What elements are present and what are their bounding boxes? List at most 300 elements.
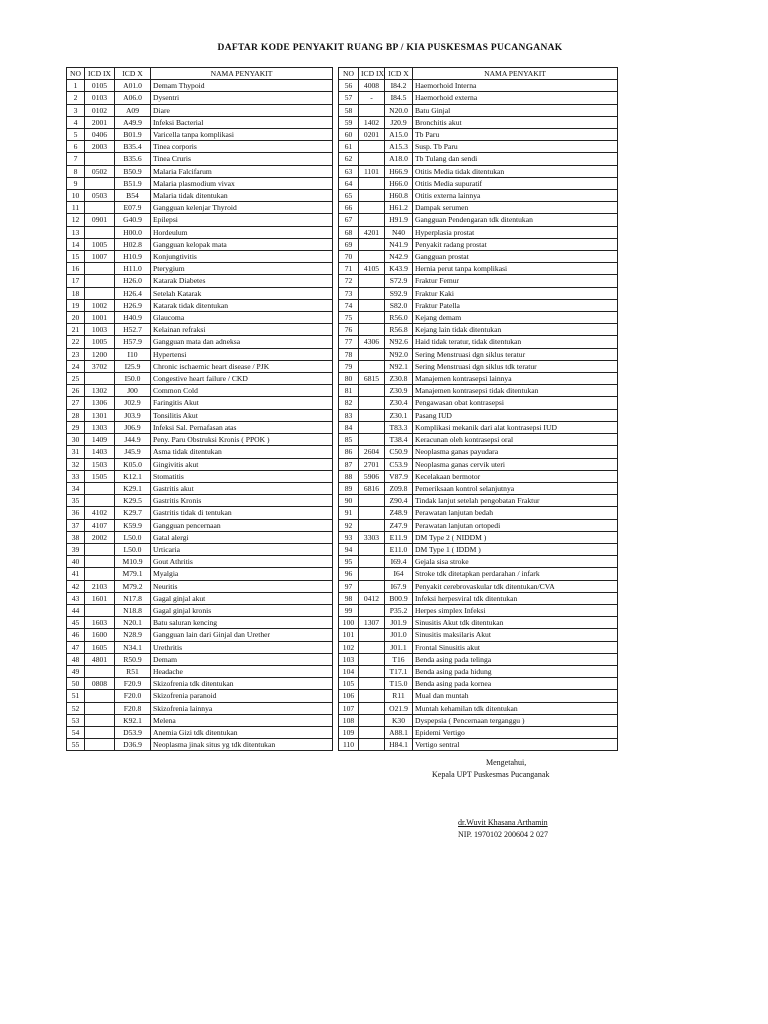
cell-nama-penyakit: Gangguan kelenjar Thyroid <box>151 202 333 214</box>
table-row <box>67 678 333 690</box>
cell-no: 18 <box>67 287 85 299</box>
cell-nama-penyakit: Setelah Katarak <box>151 287 333 299</box>
cell-icd-x: I84.5 <box>385 92 413 104</box>
cell-icd-ix: 1002 <box>85 299 115 311</box>
cell-icd-x: N92.1 <box>385 360 413 372</box>
cell-nama-penyakit: Frontal Sinusitis akut <box>413 641 618 653</box>
cell-icd-ix <box>85 714 115 726</box>
cell-icd-ix: 0502 <box>85 165 115 177</box>
cell-no: 45 <box>67 617 85 629</box>
cell-icd-ix <box>359 299 385 311</box>
cell-icd-ix <box>359 238 385 250</box>
cell-icd-ix: 1007 <box>85 251 115 263</box>
table-row <box>339 409 618 421</box>
table-row <box>339 360 618 372</box>
cell-icd-ix <box>359 641 385 653</box>
table-row <box>67 458 333 470</box>
cell-icd-ix <box>359 324 385 336</box>
cell-icd-x: A15.3 <box>385 141 413 153</box>
cell-nama-penyakit: Gingivitis akut <box>151 458 333 470</box>
cell-icd-ix <box>359 702 385 714</box>
cell-icd-ix <box>85 153 115 165</box>
cell-icd-x: T16 <box>385 653 413 665</box>
table-row <box>339 190 618 202</box>
cell-icd-x: I10 <box>115 348 151 360</box>
table-row <box>67 592 333 604</box>
cell-icd-x: F20.0 <box>115 690 151 702</box>
cell-no: 44 <box>67 604 85 616</box>
cell-no: 6 <box>67 141 85 153</box>
table-row <box>339 629 618 641</box>
cell-icd-x: K29.7 <box>115 507 151 519</box>
cell-nama-penyakit: Haemorhoid Interna <box>413 80 618 92</box>
disease-code-table-left <box>66 67 333 751</box>
cell-nama-penyakit: Gangguan Pendengaran tdk ditentukan <box>413 214 618 226</box>
cell-nama-penyakit: Haid tidak teratur, tidak ditentukan <box>413 336 618 348</box>
cell-icd-ix <box>359 543 385 555</box>
table-row <box>67 385 333 397</box>
table-row <box>339 592 618 604</box>
table-row <box>339 507 618 519</box>
cell-no: 11 <box>67 202 85 214</box>
header-no: NO <box>67 68 85 80</box>
cell-nama-penyakit: Katarak tidak ditentukan <box>151 299 333 311</box>
cell-icd-ix <box>85 604 115 616</box>
cell-nama-penyakit: Congestive heart failure / CKD <box>151 373 333 385</box>
cell-icd-ix: 3702 <box>85 360 115 372</box>
cell-icd-x: T83.3 <box>385 421 413 433</box>
cell-icd-ix: 0201 <box>359 129 385 141</box>
cell-no: 78 <box>339 348 359 360</box>
cell-icd-x: Z30.8 <box>385 373 413 385</box>
table-row <box>339 604 618 616</box>
cell-nama-penyakit: Gout Athritis <box>151 556 333 568</box>
cell-icd-x: N42.9 <box>385 251 413 263</box>
table-header-row <box>67 68 333 80</box>
cell-nama-penyakit: Hyperplasia prostat <box>413 226 618 238</box>
cell-icd-ix <box>359 348 385 360</box>
cell-icd-x: E11.9 <box>385 531 413 543</box>
cell-icd-ix <box>85 568 115 580</box>
cell-icd-x: M79.2 <box>115 580 151 592</box>
cell-no: 57 <box>339 92 359 104</box>
cell-nama-penyakit: Pterygium <box>151 263 333 275</box>
cell-no: 91 <box>339 507 359 519</box>
cell-icd-x: S92.9 <box>385 287 413 299</box>
cell-no: 9 <box>67 177 85 189</box>
cell-nama-penyakit: Tonsilitis Akut <box>151 409 333 421</box>
cell-icd-x: D53.9 <box>115 726 151 738</box>
table-row <box>67 92 333 104</box>
cell-icd-x: E07.9 <box>115 202 151 214</box>
table-row <box>339 238 618 250</box>
cell-icd-ix <box>359 714 385 726</box>
table-row <box>67 214 333 226</box>
cell-no: 32 <box>67 458 85 470</box>
cell-icd-ix <box>359 495 385 507</box>
cell-no: 48 <box>67 653 85 665</box>
cell-no: 69 <box>339 238 359 250</box>
table-row <box>339 275 618 287</box>
cell-icd-x: J02.9 <box>115 397 151 409</box>
table-row <box>339 519 618 531</box>
cell-no: 40 <box>67 556 85 568</box>
cell-no: 56 <box>339 80 359 92</box>
cell-icd-ix <box>359 251 385 263</box>
cell-icd-ix <box>359 312 385 324</box>
cell-icd-x: H66.9 <box>385 165 413 177</box>
cell-nama-penyakit: Stroke tdk ditetapkan perdarahan / infark <box>413 568 618 580</box>
cell-nama-penyakit: Kelainan refraksi <box>151 324 333 336</box>
cell-no: 63 <box>339 165 359 177</box>
cell-no: 87 <box>339 458 359 470</box>
cell-nama-penyakit: Kecelakaan bermotor <box>413 470 618 482</box>
signature-position: Kepala UPT Puskesmas Pucanganak <box>432 770 550 779</box>
cell-icd-ix <box>359 202 385 214</box>
cell-icd-ix <box>359 629 385 641</box>
cell-no: 61 <box>339 141 359 153</box>
cell-icd-x: E11.0 <box>385 543 413 555</box>
cell-no: 68 <box>339 226 359 238</box>
cell-icd-x: N40 <box>385 226 413 238</box>
cell-icd-ix: 1306 <box>85 397 115 409</box>
cell-icd-x: J20.9 <box>385 116 413 128</box>
cell-icd-x: M10.9 <box>115 556 151 568</box>
cell-nama-penyakit: Asma tidak ditentukan <box>151 446 333 458</box>
table-row <box>67 373 333 385</box>
table-row <box>339 617 618 629</box>
cell-no: 37 <box>67 519 85 531</box>
table-row <box>67 177 333 189</box>
table-row <box>67 141 333 153</box>
cell-no: 62 <box>339 153 359 165</box>
table-row <box>339 665 618 677</box>
cell-icd-x: N41.9 <box>385 238 413 250</box>
table-row <box>67 690 333 702</box>
cell-no: 39 <box>67 543 85 555</box>
signature-acknowledged: Mengetahui, <box>486 758 527 767</box>
cell-icd-x: N28.9 <box>115 629 151 641</box>
cell-nama-penyakit: Glaucoma <box>151 312 333 324</box>
table-row <box>339 446 618 458</box>
cell-icd-x: H66.0 <box>385 177 413 189</box>
cell-icd-ix: 6815 <box>359 373 385 385</box>
cell-no: 20 <box>67 312 85 324</box>
table-row <box>339 690 618 702</box>
table-row <box>339 482 618 494</box>
cell-nama-penyakit: Tb Tulang dan sendi <box>413 153 618 165</box>
signature-block <box>432 757 549 841</box>
cell-icd-ix <box>85 495 115 507</box>
cell-nama-penyakit: Perawatan lanjutan ortopedi <box>413 519 618 531</box>
cell-icd-x: V87.9 <box>385 470 413 482</box>
cell-nama-penyakit: Malaria tidak ditentukan <box>151 190 333 202</box>
table-row <box>67 116 333 128</box>
cell-icd-x: J06.9 <box>115 421 151 433</box>
cell-nama-penyakit: Otitis Media supuratif <box>413 177 618 189</box>
cell-icd-x: B00.9 <box>385 592 413 604</box>
cell-nama-penyakit: Demam Thypoid <box>151 80 333 92</box>
table-row <box>67 739 333 751</box>
table-row <box>67 446 333 458</box>
cell-no: 3 <box>67 104 85 116</box>
cell-nama-penyakit: Gagal ginjal kronis <box>151 604 333 616</box>
cell-icd-ix: 1101 <box>359 165 385 177</box>
cell-icd-ix <box>85 690 115 702</box>
signature-nip: NIP. 1970102 200604 2 027 <box>458 830 549 839</box>
cell-nama-penyakit: Tinea corporis <box>151 141 333 153</box>
cell-icd-x: L50.0 <box>115 543 151 555</box>
table-row <box>339 287 618 299</box>
cell-no: 49 <box>67 665 85 677</box>
table-row <box>339 251 618 263</box>
cell-icd-x: A09 <box>115 104 151 116</box>
disease-code-table-right <box>338 67 618 751</box>
table-row <box>339 263 618 275</box>
cell-icd-x: C50.9 <box>385 446 413 458</box>
table-row <box>339 165 618 177</box>
cell-icd-ix <box>359 421 385 433</box>
cell-icd-x: N18.8 <box>115 604 151 616</box>
cell-nama-penyakit: Kejang demam <box>413 312 618 324</box>
cell-nama-penyakit: Gagal ginjal akut <box>151 592 333 604</box>
cell-nama-penyakit: Varicella tanpa komplikasi <box>151 129 333 141</box>
cell-icd-ix <box>85 226 115 238</box>
cell-no: 2 <box>67 92 85 104</box>
table-row <box>339 580 618 592</box>
header-icd-ix: ICD IX <box>359 68 385 80</box>
cell-nama-penyakit: Urticaria <box>151 543 333 555</box>
table-row <box>339 531 618 543</box>
cell-no: 54 <box>67 726 85 738</box>
cell-nama-penyakit: Sering Menstruasi dgn siklus tdk teratur <box>413 360 618 372</box>
cell-nama-penyakit: Infeksi Bacterial <box>151 116 333 128</box>
cell-icd-ix <box>359 177 385 189</box>
cell-icd-ix <box>359 409 385 421</box>
cell-icd-x: Z48.9 <box>385 507 413 519</box>
cell-icd-ix: 4105 <box>359 263 385 275</box>
cell-icd-ix <box>359 190 385 202</box>
cell-icd-ix <box>85 739 115 751</box>
table-row <box>67 531 333 543</box>
cell-icd-ix <box>359 397 385 409</box>
table-row <box>67 665 333 677</box>
cell-no: 14 <box>67 238 85 250</box>
cell-icd-x: B51.9 <box>115 177 151 189</box>
table-row <box>67 397 333 409</box>
cell-icd-ix: 1601 <box>85 592 115 604</box>
cell-nama-penyakit: Hernia perut tanpa komplikasi <box>413 263 618 275</box>
cell-icd-x: K92.1 <box>115 714 151 726</box>
table-row <box>339 653 618 665</box>
cell-no: 41 <box>67 568 85 580</box>
cell-nama-penyakit: Anemia Gizi tdk ditentukan <box>151 726 333 738</box>
cell-icd-ix <box>85 556 115 568</box>
table-row <box>67 238 333 250</box>
table-row <box>67 726 333 738</box>
cell-no: 84 <box>339 421 359 433</box>
table-row <box>67 226 333 238</box>
cell-icd-x: C53.9 <box>385 458 413 470</box>
cell-nama-penyakit: Haemorhoid externa <box>413 92 618 104</box>
cell-no: 85 <box>339 434 359 446</box>
cell-nama-penyakit: Konjungtivitis <box>151 251 333 263</box>
cell-nama-penyakit: Skizofrenia tdk ditentukan <box>151 678 333 690</box>
cell-icd-x: R56.0 <box>385 312 413 324</box>
cell-nama-penyakit: Infeksi herpesviral tdk ditentukan <box>413 592 618 604</box>
table-row <box>67 482 333 494</box>
cell-no: 67 <box>339 214 359 226</box>
cell-nama-penyakit: Gastritis Kronis <box>151 495 333 507</box>
cell-no: 25 <box>67 373 85 385</box>
cell-nama-penyakit: DM Type 1 ( IDDM ) <box>413 543 618 555</box>
cell-nama-penyakit: Benda asing pada kornea <box>413 678 618 690</box>
cell-icd-x: A18.0 <box>385 153 413 165</box>
cell-icd-ix: 1505 <box>85 470 115 482</box>
cell-icd-x: K29.5 <box>115 495 151 507</box>
table-row <box>339 153 618 165</box>
cell-no: 4 <box>67 116 85 128</box>
cell-icd-ix: 1303 <box>85 421 115 433</box>
table-row <box>339 141 618 153</box>
cell-icd-x: H26.4 <box>115 287 151 299</box>
table-row <box>67 129 333 141</box>
table-row <box>67 409 333 421</box>
table-row <box>339 202 618 214</box>
cell-no: 30 <box>67 434 85 446</box>
cell-no: 106 <box>339 690 359 702</box>
cell-icd-x: B35.6 <box>115 153 151 165</box>
cell-nama-penyakit: Neoplasma ganas cervik uteri <box>413 458 618 470</box>
table-row <box>67 543 333 555</box>
cell-no: 22 <box>67 336 85 348</box>
cell-icd-x: I25.9 <box>115 360 151 372</box>
cell-icd-ix <box>359 568 385 580</box>
cell-no: 81 <box>339 385 359 397</box>
cell-icd-x: H84.1 <box>385 739 413 751</box>
cell-icd-ix: 1301 <box>85 409 115 421</box>
cell-no: 5 <box>67 129 85 141</box>
cell-icd-ix: 1603 <box>85 617 115 629</box>
cell-icd-x: N92.0 <box>385 348 413 360</box>
table-row <box>67 348 333 360</box>
cell-icd-ix <box>85 482 115 494</box>
table-row <box>339 702 618 714</box>
cell-no: 59 <box>339 116 359 128</box>
cell-nama-penyakit: Gastritis akut <box>151 482 333 494</box>
cell-no: 92 <box>339 519 359 531</box>
cell-nama-penyakit: Malaria plasmodium vivax <box>151 177 333 189</box>
table-row <box>67 641 333 653</box>
cell-icd-x: Z30.4 <box>385 397 413 409</box>
table-row <box>339 104 618 116</box>
cell-icd-ix: 4107 <box>85 519 115 531</box>
cell-no: 102 <box>339 641 359 653</box>
cell-icd-x: B35.4 <box>115 141 151 153</box>
cell-icd-ix <box>359 580 385 592</box>
cell-nama-penyakit: Manajemen kontrasepsi lainnya <box>413 373 618 385</box>
cell-icd-ix <box>359 360 385 372</box>
cell-no: 60 <box>339 129 359 141</box>
cell-nama-penyakit: Peny. Paru Obstruksi Kronis ( PPOK ) <box>151 434 333 446</box>
cell-icd-ix <box>359 556 385 568</box>
cell-icd-ix <box>85 373 115 385</box>
cell-icd-x: K59.9 <box>115 519 151 531</box>
cell-nama-penyakit: Neoplasma ganas payudara <box>413 446 618 458</box>
cell-no: 95 <box>339 556 359 568</box>
cell-no: 27 <box>67 397 85 409</box>
cell-icd-ix <box>85 543 115 555</box>
cell-icd-ix: 4102 <box>85 507 115 519</box>
table-row <box>339 714 618 726</box>
cell-no: 19 <box>67 299 85 311</box>
cell-icd-ix <box>85 665 115 677</box>
cell-nama-penyakit: Demam <box>151 653 333 665</box>
cell-no: 88 <box>339 470 359 482</box>
cell-nama-penyakit: Neuritis <box>151 580 333 592</box>
cell-icd-x: L50.0 <box>115 531 151 543</box>
cell-icd-x: I50.0 <box>115 373 151 385</box>
header-icd-ix: ICD IX <box>85 68 115 80</box>
table-row <box>339 348 618 360</box>
cell-no: 28 <box>67 409 85 421</box>
cell-nama-penyakit: Otitis Media tidak ditentukan <box>413 165 618 177</box>
table-row <box>339 641 618 653</box>
cell-nama-penyakit: Pasang IUD <box>413 409 618 421</box>
cell-icd-ix <box>359 507 385 519</box>
table-row <box>67 519 333 531</box>
cell-no: 38 <box>67 531 85 543</box>
cell-icd-x: T15.0 <box>385 678 413 690</box>
cell-no: 96 <box>339 568 359 580</box>
cell-no: 100 <box>339 617 359 629</box>
cell-icd-ix: 1001 <box>85 312 115 324</box>
cell-nama-penyakit: Sinusitis maksilaris Akut <box>413 629 618 641</box>
cell-nama-penyakit: Diare <box>151 104 333 116</box>
cell-nama-penyakit: Manajemen kontrasepsi tidak ditentukan <box>413 385 618 397</box>
cell-no: 82 <box>339 397 359 409</box>
cell-icd-x: F20.8 <box>115 702 151 714</box>
cell-icd-x: H00.0 <box>115 226 151 238</box>
cell-icd-ix <box>85 177 115 189</box>
table-row <box>67 434 333 446</box>
cell-nama-penyakit: Tinea Cruris <box>151 153 333 165</box>
cell-icd-x: S82.0 <box>385 299 413 311</box>
cell-icd-x: D36.9 <box>115 739 151 751</box>
cell-nama-penyakit: Chronic ischaemic heart disease / PJK <box>151 360 333 372</box>
cell-icd-x: I69.4 <box>385 556 413 568</box>
cell-nama-penyakit: Penyakit radang prostat <box>413 238 618 250</box>
cell-icd-ix: 1403 <box>85 446 115 458</box>
cell-no: 74 <box>339 299 359 311</box>
cell-no: 104 <box>339 665 359 677</box>
cell-no: 107 <box>339 702 359 714</box>
cell-no: 90 <box>339 495 359 507</box>
cell-nama-penyakit: Fraktur Femur <box>413 275 618 287</box>
cell-icd-ix <box>359 287 385 299</box>
cell-icd-ix: 1200 <box>85 348 115 360</box>
cell-no: 10 <box>67 190 85 202</box>
cell-nama-penyakit: Gatal alergi <box>151 531 333 543</box>
cell-no: 15 <box>67 251 85 263</box>
cell-icd-ix: 0412 <box>359 592 385 604</box>
cell-nama-penyakit: Otitis externa lainnya <box>413 190 618 202</box>
cell-no: 94 <box>339 543 359 555</box>
cell-nama-penyakit: Skizofrenia lainnya <box>151 702 333 714</box>
table-row <box>339 434 618 446</box>
cell-nama-penyakit: Gangguan kelopak mata <box>151 238 333 250</box>
table-row <box>67 507 333 519</box>
